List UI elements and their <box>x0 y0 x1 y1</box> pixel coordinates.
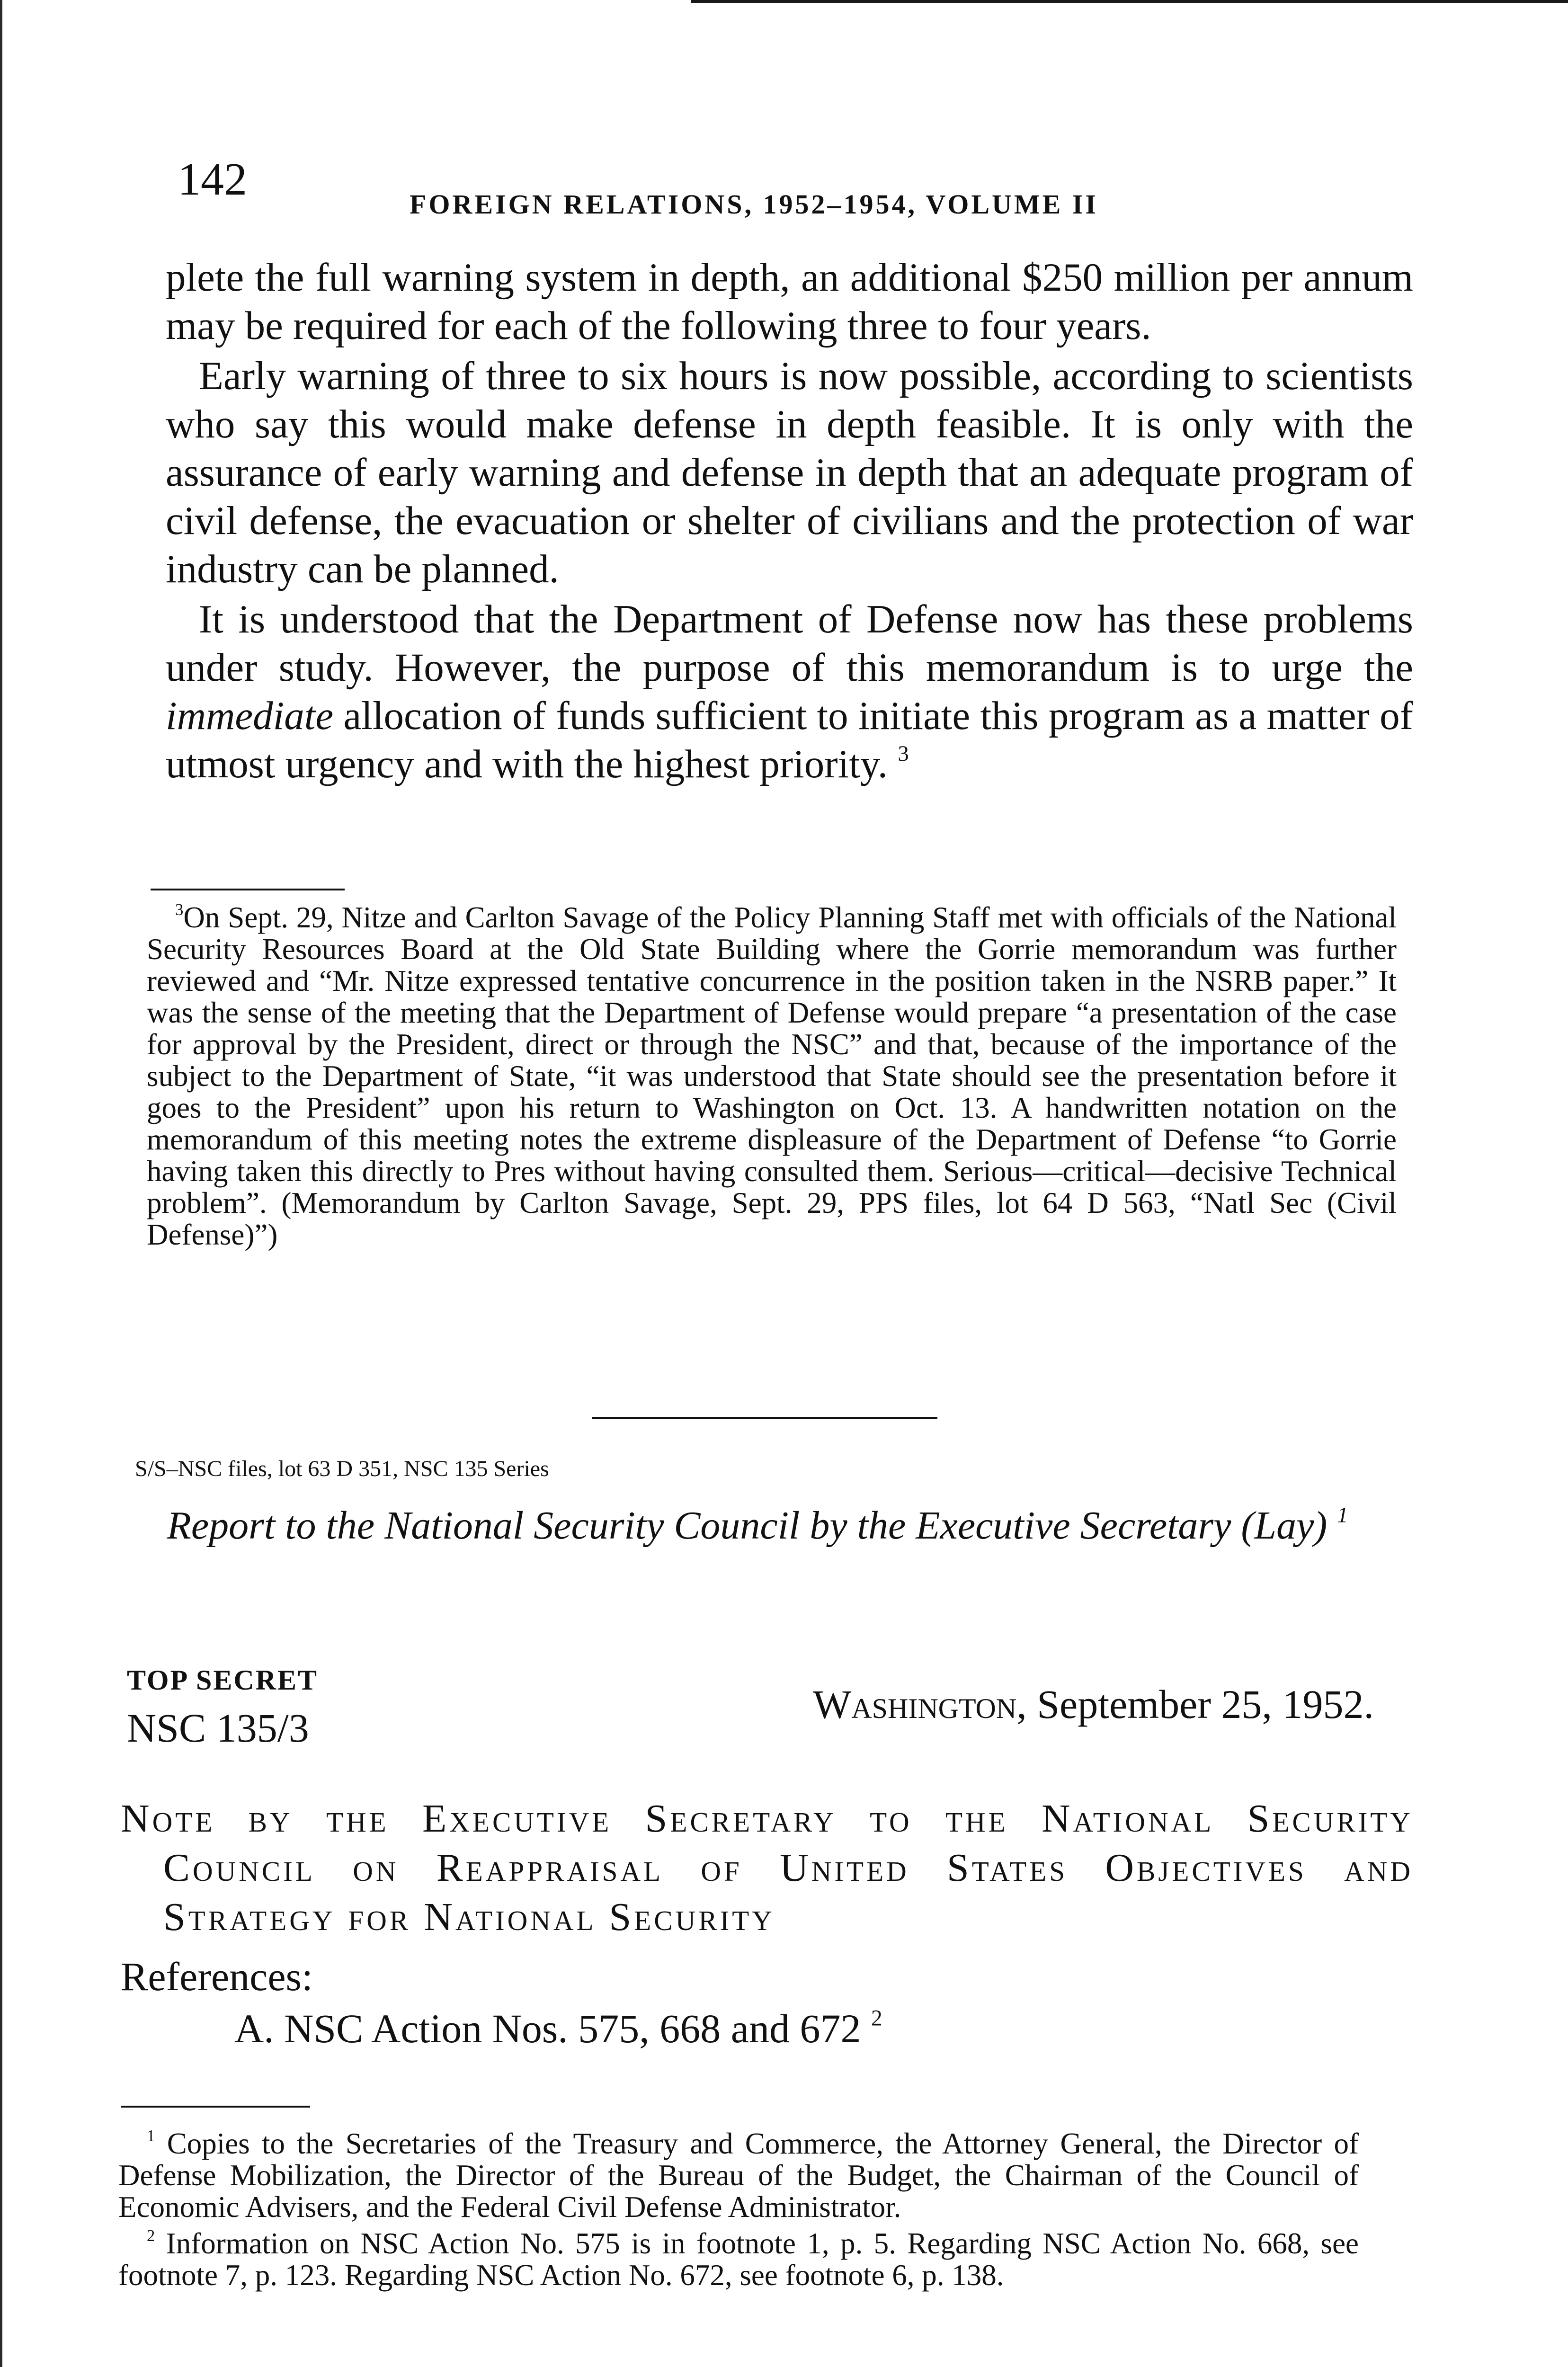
footnote-rule-top <box>151 889 345 890</box>
footnote-2 <box>118 2228 1359 2291</box>
paragraph-urgency <box>166 595 1413 788</box>
running-head: FOREIGN RELATIONS, 1952–1954, VOLUME II <box>410 189 1098 220</box>
source-note: S/S–NSC files, lot 63 D 351, NSC 135 Series <box>135 1456 549 1481</box>
footnote-3 <box>147 902 1397 1251</box>
document-title <box>142 1501 1373 1551</box>
references-label: References: <box>121 1954 313 1999</box>
reference-a-text: A. NSC Action Nos. 575, 668 and 672 <box>234 2006 861 2051</box>
urgency-text-end: allocation of funds sufficient to initiate this program as a matter of utmost urgency and with the highest priority. <box>166 694 1413 786</box>
footnote-block-bottom <box>118 2128 1359 2291</box>
page-number: 142 <box>178 154 247 205</box>
footnote-ref-1: 1 <box>1337 1503 1348 1527</box>
dateline-date: September 25, 1952. <box>1026 1682 1374 1727</box>
scan-edge-top <box>691 0 1568 3</box>
footnote-text: Information on NSC Action No. 575 is in footnote 1, p. 5. Regarding NSC Action No. 668, see footnote 7, p. 123. Regarding NSC Action No. 672, see footnote 6, p. 138. <box>118 2227 1359 2292</box>
footnote-marker: 2 <box>147 2227 155 2245</box>
classification-label: TOP SECRET <box>127 1664 319 1696</box>
footnote-rule-bottom <box>121 2106 310 2108</box>
emphasis-immediate: immediate <box>166 694 334 738</box>
dateline-city: Washington, <box>813 1682 1027 1727</box>
footnote-marker: 3 <box>175 901 184 919</box>
document-number: NSC 135/3 <box>127 1705 309 1751</box>
paragraph-continued: plete the full warning system in depth, an additional $250 million per annum may be required for each of the following three to four years. <box>166 255 1413 348</box>
footnote-marker: 1 <box>147 2127 155 2145</box>
note-heading: Note by the Executive Secretary to the National Security Council on Reappraisal of United States Objectives and Strategy for National Security <box>121 1797 1413 1939</box>
reference-a <box>234 2005 882 2052</box>
footnote-text: On Sept. 29, Nitze and Carlton Savage of the Policy Planning Staff met with officials of the National Security Resources Board at the Old State Building where the Gorrie memorandum was further reviewed and “Mr. Nitze expressed tentative concurrence in the position taken in the NSRB paper.” It was the sense of the meeting that the Department of Defense would prepare “a presentation of the case for approval by the President, direct or through the NSC” and that, because of the importance of the subject to the Department of State, “it was understood that State should see the presentation before it goes to the President” upon his return to Washington on Oct. 13. A handwritten notation on the memorandum of this meeting notes the extreme displeasure of the Department of Defense “to Gorrie having taken this directly to Pres without having consulted them. Serious—critical—decisive Technical problem”. (Memorandum by Carlton Savage, Sept. 29, PPS files, lot 64 D 563, “Natl Sec (Civil Defense)”) <box>147 901 1397 1251</box>
dateline <box>813 1681 1374 1728</box>
scan-edge-left <box>0 0 2 2367</box>
paragraph-early-warning: Early warning of three to six hours is now possible, according to scientists who say this would make defense in depth feasible. It is only with the assurance of early warning and defense in depth that an adequate program of civil defense, the evacuation or shelter of civilians and the protection of war industry can be planned. <box>166 354 1413 591</box>
body-text <box>166 253 1413 788</box>
footnote-ref-2: 2 <box>871 2006 882 2031</box>
document-title-text: Report to the National Security Council by the Executive Secretary (Lay) <box>167 1504 1327 1548</box>
urgency-text-start: It is understood that the Department of Defense now has these problems under study. However, the purpose of this memorandum is to urge the <box>166 597 1413 690</box>
footnote-1 <box>118 2128 1359 2223</box>
footnote-ref-3: 3 <box>898 741 909 766</box>
section-divider <box>592 1417 937 1419</box>
footnote-text: Copies to the Secretaries of the Treasury and Commerce, the Attorney General, the Director of Defense Mobilization, the Director of the Bureau of the Budget, the Chairman of the Council of Economic Advisers, and the Federal Civil Defense Administrator. <box>118 2127 1359 2224</box>
footnote-block-top <box>147 902 1397 1251</box>
